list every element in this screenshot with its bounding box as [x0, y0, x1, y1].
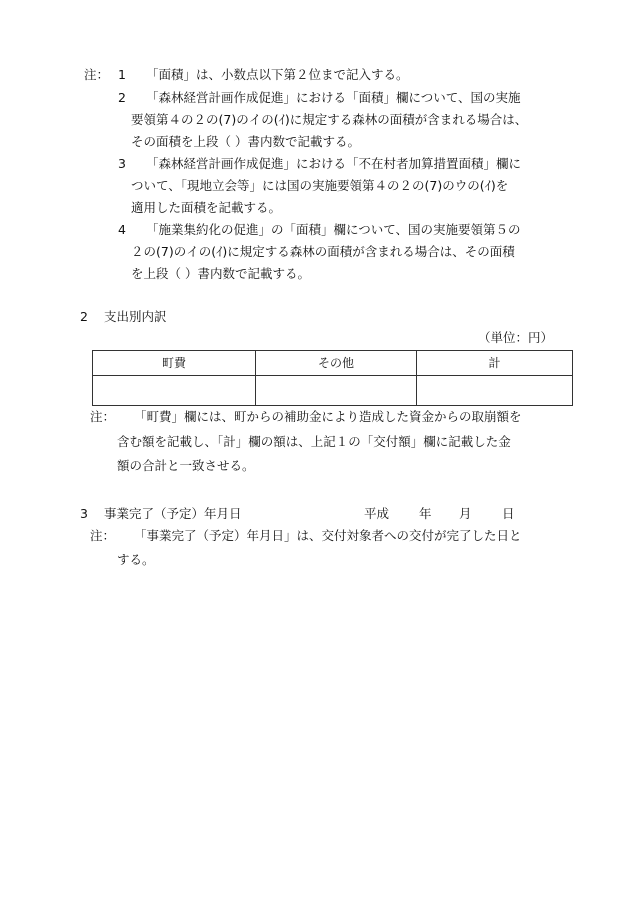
section-title: 支出別内訳 [104, 309, 167, 324]
year-label: 年 [419, 506, 432, 521]
note-line: 「面積」は、小数点以下第２位まで記入する。 [146, 67, 409, 82]
note-line: その面積を上段（ ）書内数で記載する。 [131, 134, 360, 149]
note-line: 「森林経営計画作成促進」における「不在村者加算措置面積」欄に [146, 156, 522, 171]
note-line: 「森林経営計画作成促進」における「面積」欄について、国の実施 [146, 90, 521, 105]
note-number: 3 [118, 156, 126, 171]
table-divider [93, 375, 572, 376]
section-title: 事業完了（予定）年月日 [104, 506, 242, 521]
era-label: 平成 [364, 506, 390, 521]
section-number: 3 [80, 506, 88, 521]
section-number: 2 [80, 309, 88, 324]
note-line: 「町費」欄には、町からの補助金により造成した資金からの取崩額を [134, 409, 522, 424]
month-label: 月 [459, 506, 472, 521]
table-header-town-fund: 町費 [161, 356, 186, 370]
unit-label: （単位：円） [478, 330, 554, 345]
note-number: 2 [118, 90, 126, 105]
note-line: 額の合計と一致させる。 [117, 458, 255, 473]
note-prefix: 注： [90, 409, 116, 424]
note-line: 含む額を記載し、「計」欄の額は、上記１の「交付額」欄に記載した金 [117, 434, 511, 449]
note-line: 「施業集約化の促進」の「面積」欄について、国の実施要領第５の [146, 222, 521, 237]
note-line: を上段（ ）書内数で記載する。 [131, 266, 310, 281]
note-number: 1 [118, 67, 126, 82]
day-label: 日 [502, 506, 515, 521]
expense-table [92, 350, 573, 406]
note-line: ついて、「現地立会等」には国の実施要領第４の２の(7)のウの(ｲ)を [131, 178, 509, 193]
table-header-total: 計 [488, 356, 501, 370]
note-line: ２の(7)のイの(ｲ)に規定する森林の面積が含まれる場合は、その面積 [131, 244, 515, 259]
note-number: 4 [118, 222, 126, 237]
note-line: 要領第４の２の(7)のイの(ｲ)に規定する森林の面積が含まれる場合は、 [131, 112, 528, 127]
note-line: 適用した面積を記載する。 [131, 200, 282, 215]
note-prefix: 注： [84, 67, 110, 82]
note-prefix: 注： [90, 528, 116, 543]
table-header-other: その他 [317, 356, 354, 370]
note-line: する。 [117, 552, 155, 567]
note-line: 「事業完了（予定）年月日」は、交付対象者への交付が完了した日と [134, 528, 522, 543]
